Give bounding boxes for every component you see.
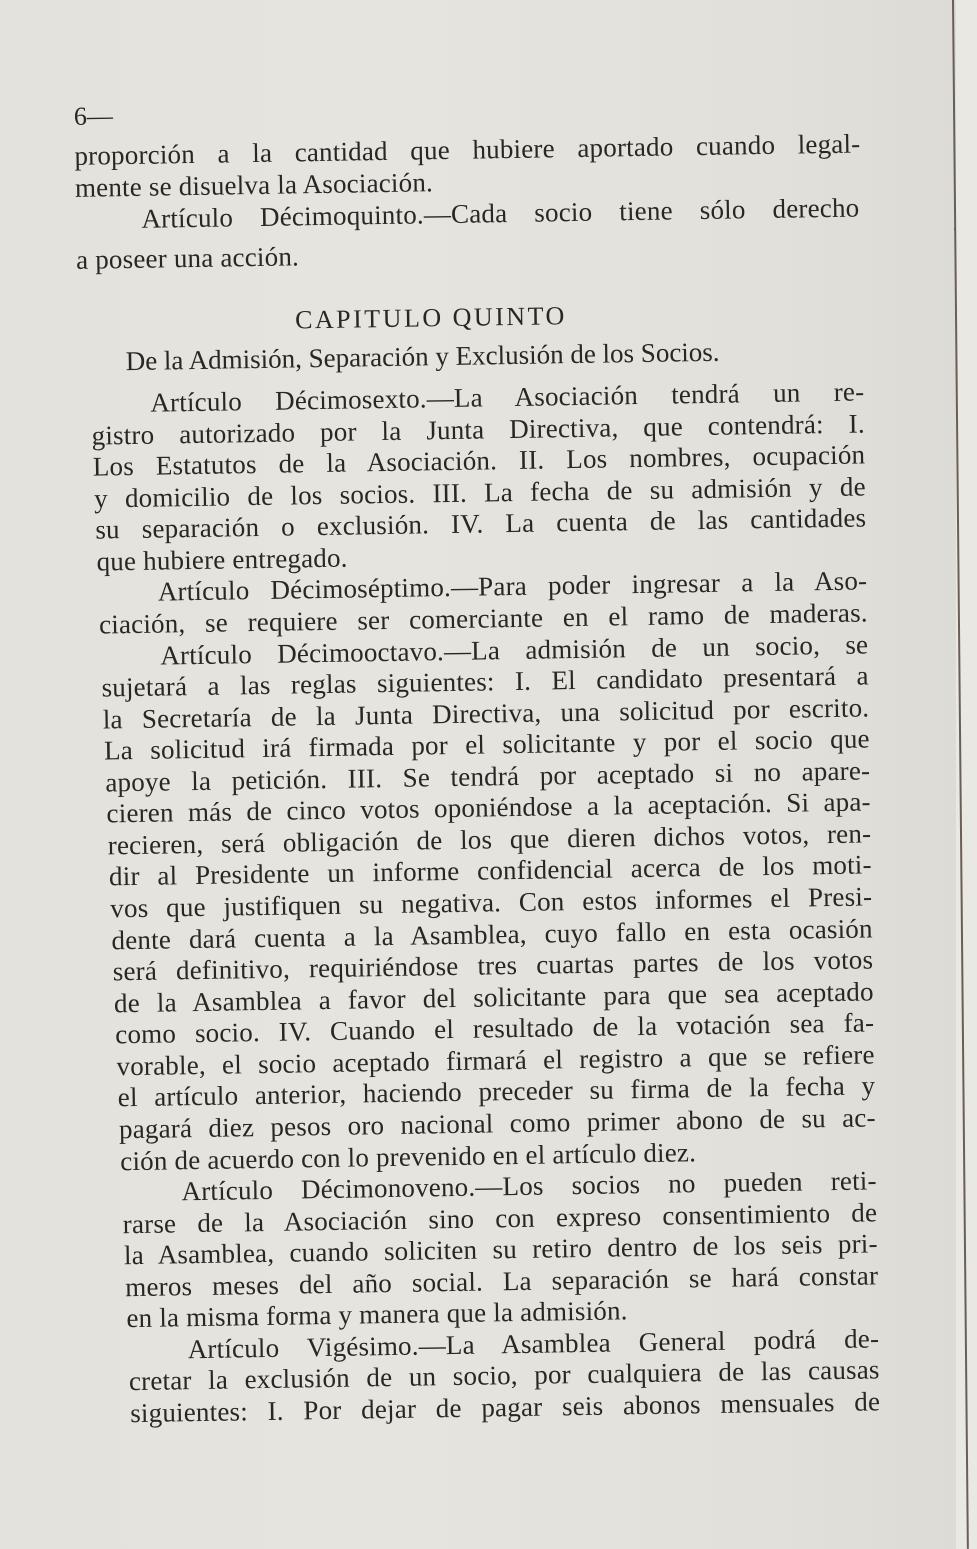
text-line: será definitivo, requiriéndose tres cuartas partes de los votos xyxy=(112,944,874,987)
text-line: proporción a la cantidad que hubiere aportado cuando legal- xyxy=(74,128,861,171)
text-line: su separación o exclusión. IV. La cuenta de las cantidades xyxy=(95,502,867,545)
text-line: el artículo anterior, haciendo preceder su firma de la fecha y xyxy=(117,1070,876,1113)
text-line: cretar la exclusión de un socio, por cualquiera de las causas xyxy=(128,1354,880,1397)
article-heading-line: Artículo Décimonoveno.—Los socios no pueden reti- xyxy=(181,1165,877,1207)
text-line: de la Asamblea a favor del solicitante para que sea aceptado xyxy=(113,976,874,1019)
text-line: que hubiere entregado. xyxy=(96,542,348,577)
text-line: apoye la petición. III. Se tendrá por aceptado si no apare- xyxy=(105,755,871,798)
text-line: en la misma forma y manera que la admisión. xyxy=(126,1295,628,1334)
article-heading-line: Artículo Décimoséptimo.—Para poder ingresar a la Aso- xyxy=(157,565,868,607)
text-line: ción de acuerdo con lo prevenido en el artículo diez. xyxy=(120,1136,697,1176)
text-line: gistro autorizado por la Junta Directiva, que contendrá: I. xyxy=(91,408,865,451)
text-line: Artículo Décimoquinto.—Cada socio tiene sólo derecho xyxy=(141,192,860,234)
text-line: cieren más de cinco votos oponiéndose a la aceptación. Si apa- xyxy=(106,786,871,829)
text-line: meros meses del año social. La separación se hará constar xyxy=(124,1260,879,1302)
text-line: a poseer una acción. xyxy=(75,241,300,275)
text-line: Los Estatutos de la Asociación. II. Los nombres, ocupación xyxy=(92,439,866,482)
text-line: dente dará cuenta a la Asamblea, cuyo fallo en esta ocasión xyxy=(111,912,873,955)
text-line: pagará diez pesos oro nacional como primer abono de su ac- xyxy=(118,1102,876,1145)
page-number: 6— xyxy=(73,101,114,131)
article-heading-line: Artículo Vigésimo.—La Asamblea General podrá de- xyxy=(187,1323,880,1365)
article-heading-line: Artículo Décimooctavo.—La admisión de un socio, se xyxy=(160,628,869,671)
text-line: como socio. IV. Cuando el resultado de la votación sea fa- xyxy=(115,1007,875,1050)
text-line: La solicitud irá firmada por el solicitante y por el socio que xyxy=(103,723,870,766)
text-line: sujetará a las reglas siguientes: I. El candidato presentará a xyxy=(101,660,869,703)
text-line: siguientes: I. Por dejar de pagar seis abonos mensuales de xyxy=(129,1386,881,1429)
text-line: rarse de la Asociación sino con expreso consentimiento de xyxy=(122,1196,878,1239)
text-line: y domicilio de los socios. III. La fecha de su admisión y de xyxy=(93,471,866,514)
text-line: vorable, el socio aceptado firmará el registro a que se refiere xyxy=(116,1039,875,1082)
text-line: dir al Presidente un informe confidencial acerca de los moti- xyxy=(108,849,872,892)
article-heading-line: Artículo Décimosexto.—La Asociación tendrá un re- xyxy=(150,376,865,418)
text-line: la Asamblea, cuando soliciten su retiro dentro de los seis pri- xyxy=(123,1228,878,1271)
text-line: vos que justifiquen su negativa. Con estos informes el Presi- xyxy=(110,881,873,924)
text-line: recieren, será obligación de los que dieren dichos votos, ren- xyxy=(107,818,872,861)
text-line: mente se disuelva la Asociación. xyxy=(74,167,434,203)
chapter-title: CAPITULO QUINTO xyxy=(294,301,567,335)
text-line: la Secretaría de la Junta Directiva, una solicitud por escrito. xyxy=(102,692,870,735)
chapter-subtitle: De la Admisión, Separación y Exclusión de los Socios. xyxy=(125,336,720,377)
text-line: ciación, se requiere ser comerciante en el ramo de maderas. xyxy=(98,597,868,640)
